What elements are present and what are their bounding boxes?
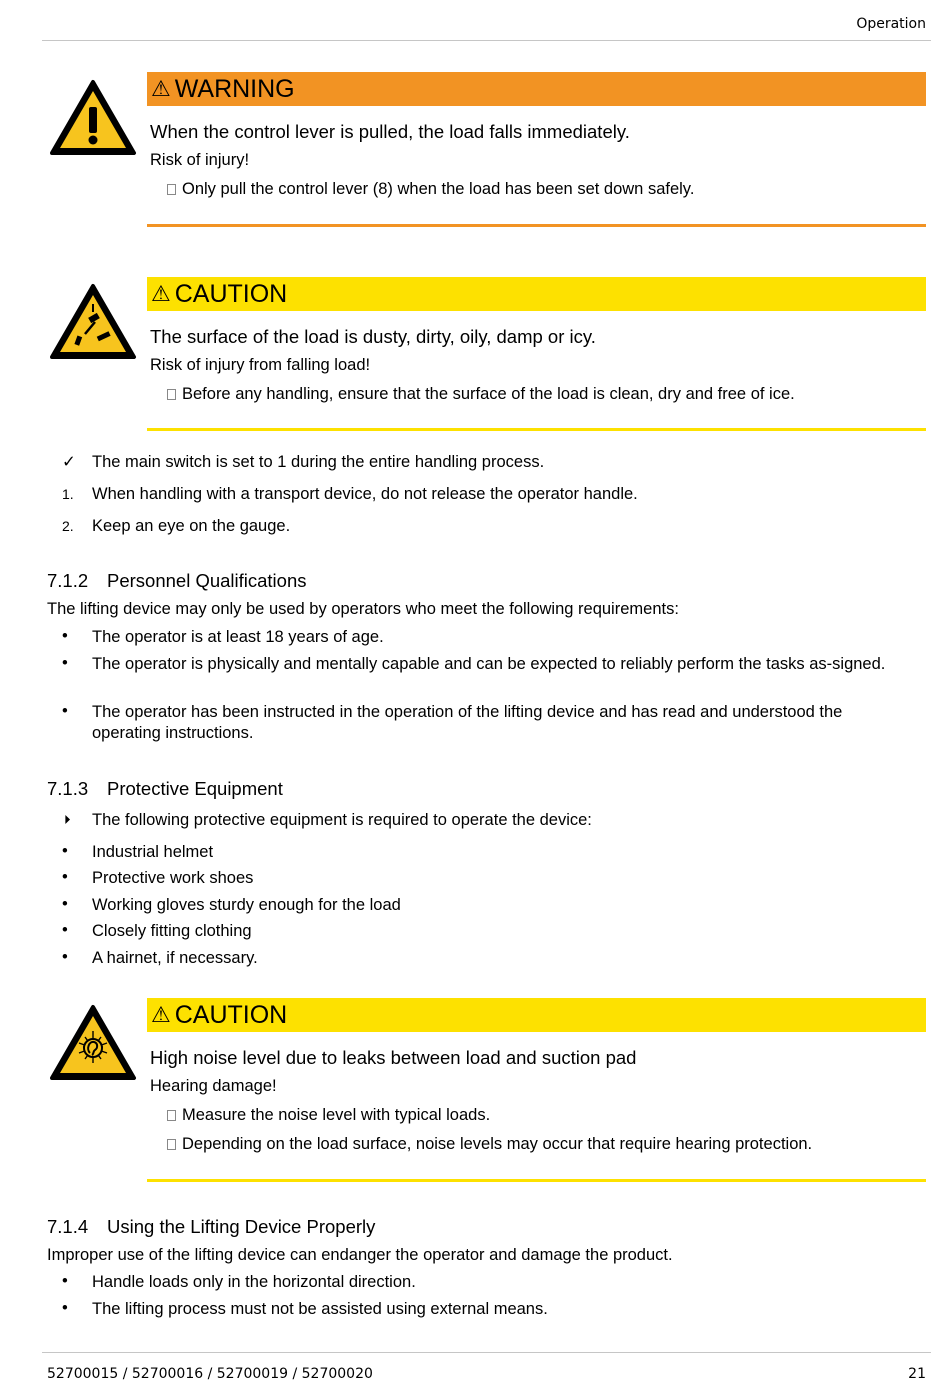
caution-triangle-icon: ⚠ (151, 1002, 171, 1027)
step-text: Keep an eye on the gauge. (92, 517, 291, 535)
warning-signal-word: WARNING (174, 74, 295, 103)
caution-action-text: Measure the noise level with typical loads. (182, 1106, 491, 1124)
exclamation-warning-icon (49, 78, 137, 156)
bullet-icon: • (62, 842, 68, 860)
action-box-icon (167, 1110, 176, 1121)
warning-signal-bar (147, 72, 926, 106)
section-title: Using the Lifting Device Properly (107, 1216, 376, 1237)
bullet-text: Industrial helmet (92, 843, 214, 861)
caution-action-item (167, 1135, 812, 1154)
bullet-icon: • (62, 654, 68, 672)
section-heading-712 (47, 570, 307, 592)
section-number: 7.1.2 (47, 570, 89, 591)
warning-hazard-text: When the control lever is pulled, the load falls immediately. (150, 121, 630, 142)
caution-signal-bar (147, 998, 926, 1032)
bullet-icon: • (62, 895, 68, 913)
footer-rule (42, 1352, 931, 1353)
bullet-text: Closely fitting clothing (92, 922, 252, 940)
caution-signal-bar (147, 277, 926, 311)
bullet-icon: • (62, 921, 68, 939)
caution-risk-text: Risk of injury from falling load! (150, 356, 371, 374)
bullet-text: The operator has been instructed in the operation of the lifting device and has read and understood the operating instructions. (92, 703, 843, 742)
instruction-text: The following protective equipment is required to operate the device: (92, 811, 592, 829)
section-intro: The lifting device may only be used by operators who meet the following requirements: (47, 600, 679, 618)
bullet-icon: • (62, 868, 68, 886)
running-header-section: Operation (856, 16, 926, 32)
caution-triangle-icon: ⚠ (151, 281, 171, 306)
footer-doc-numbers: 52700015 / 52700016 / 52700019 / 52700020 (47, 1366, 373, 1382)
bullet-icon: • (62, 627, 68, 645)
section-number: 7.1.3 (47, 778, 89, 799)
section-title: Protective Equipment (107, 778, 283, 799)
warning-risk-text: Risk of injury! (150, 151, 250, 169)
bullet-icon: • (62, 702, 68, 720)
step-number: 2. (62, 518, 74, 534)
bullet-text: Protective work shoes (92, 869, 254, 887)
section-number: 7.1.4 (47, 1216, 89, 1237)
caution-risk-text: Hearing damage! (150, 1077, 277, 1095)
bullet-icon: • (62, 1272, 68, 1290)
step-number: 1. (62, 486, 74, 502)
action-box-icon (167, 184, 176, 195)
section-intro: Improper use of the lifting device can endanger the operator and damage the product. (47, 1246, 673, 1264)
section-title: Personnel Qualifications (107, 570, 307, 591)
action-box-icon (167, 389, 176, 400)
bullet-text: The operator is at least 18 years of age. (92, 628, 384, 646)
warning-bottom-rule (147, 224, 926, 227)
caution-bottom-rule (147, 1179, 926, 1182)
bullet-text: A hairnet, if necessary. (92, 949, 258, 967)
falling-objects-icon (49, 282, 137, 360)
caution-bottom-rule (147, 428, 926, 431)
bullet-text: Handle loads only in the horizontal direction. (92, 1273, 416, 1291)
precondition-text: The main switch is set to 1 during the entire handling process. (92, 453, 545, 471)
bullet-text: The lifting process must not be assisted using external means. (92, 1300, 548, 1318)
section-heading-713 (47, 778, 283, 800)
bullet-text: Working gloves sturdy enough for the load (92, 896, 401, 914)
triangle-right-icon: ⏵ (64, 812, 71, 827)
warning-triangle-icon: ⚠ (151, 76, 171, 101)
bullet-text: The operator is physically and mentally capable and can be expected to reliably perform the tasks as-signed. (92, 655, 886, 673)
warning-action-item (167, 180, 694, 199)
caution-signal-word: CAUTION (174, 1000, 288, 1029)
checkmark-icon: ✓ (62, 453, 76, 471)
caution-action-text: Before any handling, ensure that the surface of the load is clean, dry and free of ice. (182, 385, 795, 403)
caution-hazard-text: The surface of the load is dusty, dirty, oily, damp or icy. (150, 326, 596, 347)
footer-page-number: 21 (908, 1366, 926, 1382)
step-text: When handling with a transport device, do not release the operator handle. (92, 485, 638, 503)
caution-action-item (167, 1106, 490, 1125)
action-box-icon (167, 1139, 176, 1150)
warning-action-text: Only pull the control lever (8) when the load has been set down safely. (182, 180, 695, 198)
section-heading-714 (47, 1216, 375, 1238)
caution-action-text: Depending on the load surface, noise levels may occur that require hearing protection. (182, 1135, 813, 1153)
caution-hazard-text: High noise level due to leaks between load and suction pad (150, 1047, 637, 1068)
caution-action-item (167, 385, 795, 404)
bullet-icon: • (62, 1299, 68, 1317)
caution-signal-word: CAUTION (174, 279, 288, 308)
noise-hearing-icon (49, 1003, 137, 1081)
bullet-icon: • (62, 948, 68, 966)
header-rule (42, 40, 931, 41)
